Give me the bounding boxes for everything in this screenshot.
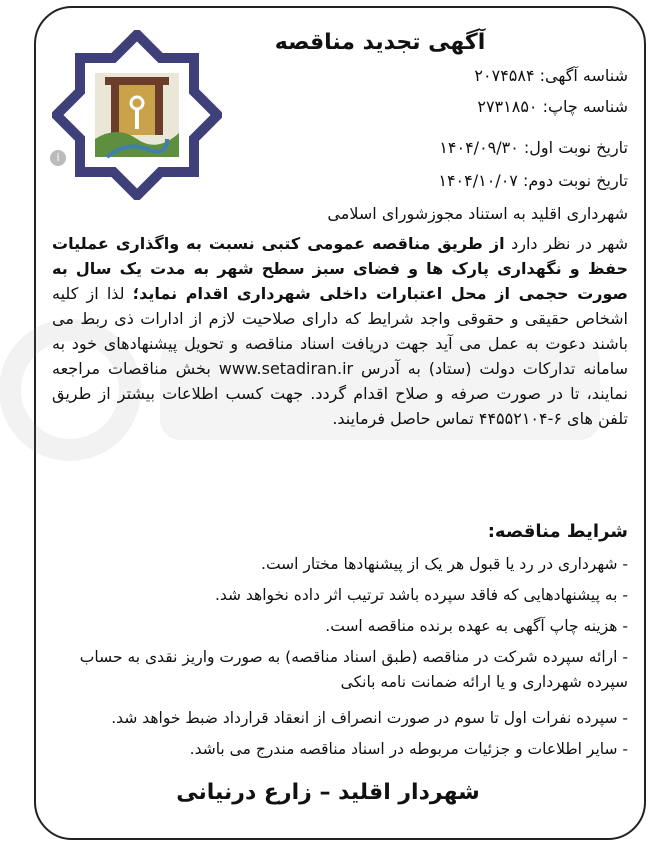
ad-body (52, 231, 628, 431)
body-end: بخش مناقصات مراجعه نمایند، تا در صورت صرفه و صلاح اقدام گردد. جهت کسب اطلاعات بیشتر از طریق تلفن های ۶-۴۴۵۵۲۱۰۴ تماس حاصل فرمایند. (52, 359, 628, 428)
body-invite: لذا از کلیه اشخاص حقیقی و حقوقی واجد شرایط که دارای صلاحیت لازم از ادارات ذی ربط می باشند دعوت به عمل می آید جهت دریافت اسناد مناقصه و تحویل پیشنهادهای خود به سامانه تدارکات دولت (ستاد) به آدرس (52, 284, 629, 378)
intro-line: شهرداری اقلید به استناد مجوزشورای اسلامی (327, 204, 628, 223)
body-intro: شهر در نظر دارد (511, 234, 628, 253)
print-id: شناسه چاپ: ۲۷۳۱۸۵۰ (477, 97, 628, 116)
condition-item: - سایر اطلاعات و جزئیات مربوطه در اسناد مناقصه مندرج می باشد. (189, 740, 628, 758)
conditions-title: شرایط مناقصه: (487, 521, 628, 542)
body-bold: از طریق مناقصه عمومی کتبی نسبت به واگذاری عملیات حفظ و نگهداری پارک ها و فضای سبز سطح شهر به مدت یک سال به صورت حجمی از محل اعتبارات داخلی شهرداری اقدام نماید؛ (52, 234, 629, 303)
condition-item: - سپرده نفرات اول تا سوم در صورت انصراف از انعقاد قرارداد ضبط خواهد شد. (111, 709, 628, 727)
first-date: تاریخ نوبت اول: ۱۴۰۴/۰۹/۳۰ (439, 138, 628, 157)
setad-url[interactable]: www.setadiran.ir (218, 359, 354, 378)
ad-title: آگهی تجدید مناقصه (274, 30, 486, 55)
condition-item: - به پیشنهادهایی که فاقد سپرده باشد ترتیب اثر داده نخواهد شد. (214, 586, 628, 604)
condition-item: - شهرداری در رد یا قبول هر یک از پیشنهادها مختار است. (261, 555, 628, 573)
second-date: تاریخ نوبت دوم: ۱۴۰۴/۱۰/۰۷ (438, 171, 628, 190)
ad-id: شناسه آگهی: ۲۰۷۴۵۸۴ (474, 66, 628, 85)
signature: شهردار اقلید – زارع درنیانی (176, 780, 480, 805)
condition-item: - هزینه چاپ آگهی به عهده برنده مناقصه است. (325, 617, 628, 635)
condition-item: - ارائه سپرده شرکت در مناقصه (طبق اسناد مناقصه) به صورت واریز نقدی به حساب سپرده شهرداری و یا ارائه ضمانت نامه بانکی (79, 648, 628, 691)
info-icon: i (50, 150, 66, 166)
municipality-emblem-icon (52, 30, 222, 200)
